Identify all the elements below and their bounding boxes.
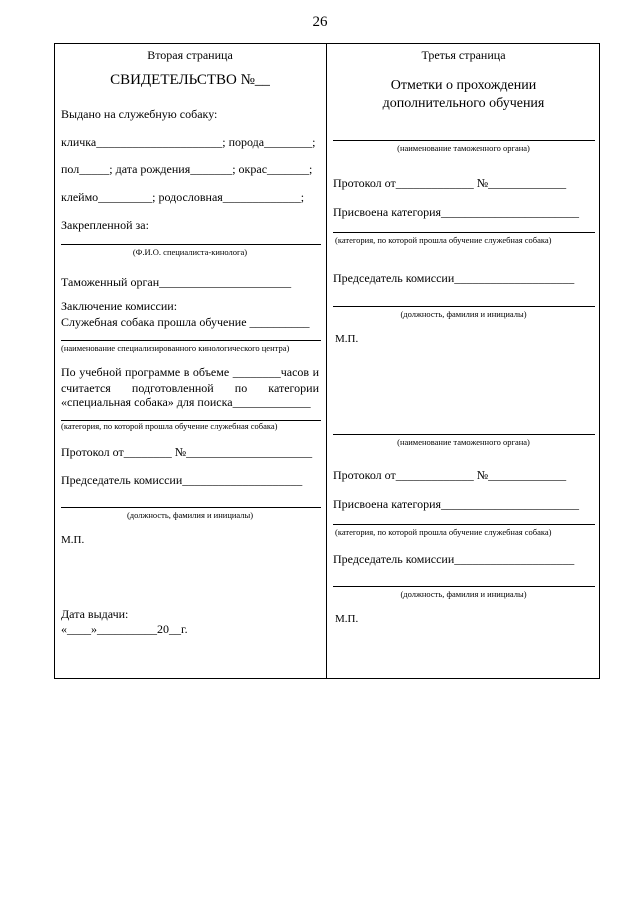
protocol-row-1[interactable]: Протокол от_____________ №_____________ — [333, 176, 567, 190]
customs-line-1[interactable] — [333, 140, 595, 141]
issued-for-label: Выдано на служебную собаку: — [61, 107, 218, 121]
seal-mark-1: М.П. — [335, 333, 359, 345]
right-page-heading: Третья страница — [421, 48, 506, 62]
sex-birthdate-color-row[interactable]: пол_____; дата рождения_______; окрас_______; — [61, 162, 313, 176]
customs-body-row[interactable]: Таможенный орган______________________ — [61, 275, 292, 289]
right-title-line-2: дополнительного обучения — [382, 96, 545, 111]
assigned-to-label: Закрепленной за: — [61, 218, 149, 232]
category-caption-2: (категория, по которой прошла обучение служебная собака) — [335, 527, 552, 537]
position-line[interactable] — [61, 507, 321, 508]
left-page-heading: Вторая страница — [147, 48, 233, 62]
customs-caption-2: (наименование таможенного органа) — [397, 437, 530, 447]
dog-trained-row[interactable]: Служебная собака прошла обучение __________ — [61, 315, 310, 329]
chairman-row[interactable]: Председатель комиссии____________________ — [61, 473, 303, 487]
center-line[interactable] — [61, 340, 321, 341]
program-line-3[interactable]: «специальная собака» для поиска_____________ — [61, 395, 311, 409]
position-caption-2: (должность, фамилия и инициалы) — [400, 589, 527, 599]
category-assigned-row-1[interactable]: Присвоена категория_______________________ — [333, 205, 580, 219]
brand-pedigree-row[interactable]: клеймо_________; родословная_____________; — [61, 190, 305, 204]
category-assigned-row-2[interactable]: Присвоена категория_______________________ — [333, 497, 580, 511]
category-caption: (категория, по которой прошла обучение служебная собака) — [61, 421, 278, 431]
category-line-2[interactable] — [333, 524, 595, 525]
commission-conclusion-label: Заключение комиссии: — [61, 299, 178, 313]
protocol-row[interactable]: Протокол от________ №_____________________ — [61, 445, 313, 459]
certificate-title: СВИДЕТЕЛЬСТВО №__ — [110, 72, 270, 88]
customs-line-2[interactable] — [333, 434, 595, 435]
page-number: 26 — [312, 14, 328, 30]
position-line-1[interactable] — [333, 306, 595, 307]
category-caption-1: (категория, по которой прошла обучение служебная собака) — [335, 235, 552, 245]
position-line-2[interactable] — [333, 586, 595, 587]
position-caption: (должность, фамилия и инициалы) — [126, 510, 254, 520]
center-caption: (наименование специализированного кинологического центра) — [61, 343, 290, 353]
issue-date-value[interactable]: «____»__________20__г. — [61, 622, 188, 636]
seal-mark: М.П. — [61, 534, 85, 546]
program-line-2: считается подготовленной по категории — [61, 381, 319, 395]
issue-date-label: Дата выдачи: — [61, 607, 129, 621]
fio-caption: (Ф.И.О. специалиста-кинолога) — [132, 247, 248, 257]
fio-line[interactable] — [61, 244, 321, 245]
program-line-1: По учебной программе в объеме ________часов и — [61, 365, 319, 379]
category-line-1[interactable] — [333, 232, 595, 233]
customs-caption-1: (наименование таможенного органа) — [397, 143, 530, 153]
page-divider — [326, 43, 327, 679]
protocol-row-2[interactable]: Протокол от_____________ №_____________ — [333, 468, 567, 482]
nickname-breed-row[interactable]: кличка_____________________; порода________; — [61, 135, 316, 149]
right-title-line-1: Отметки о прохождении — [390, 78, 537, 93]
position-caption-1: (должность, фамилия и инициалы) — [400, 309, 527, 319]
seal-mark-2: М.П. — [335, 613, 359, 625]
chairman-row-2[interactable]: Председатель комиссии____________________ — [333, 552, 575, 566]
chairman-row-1[interactable]: Председатель комиссии____________________ — [333, 271, 575, 285]
